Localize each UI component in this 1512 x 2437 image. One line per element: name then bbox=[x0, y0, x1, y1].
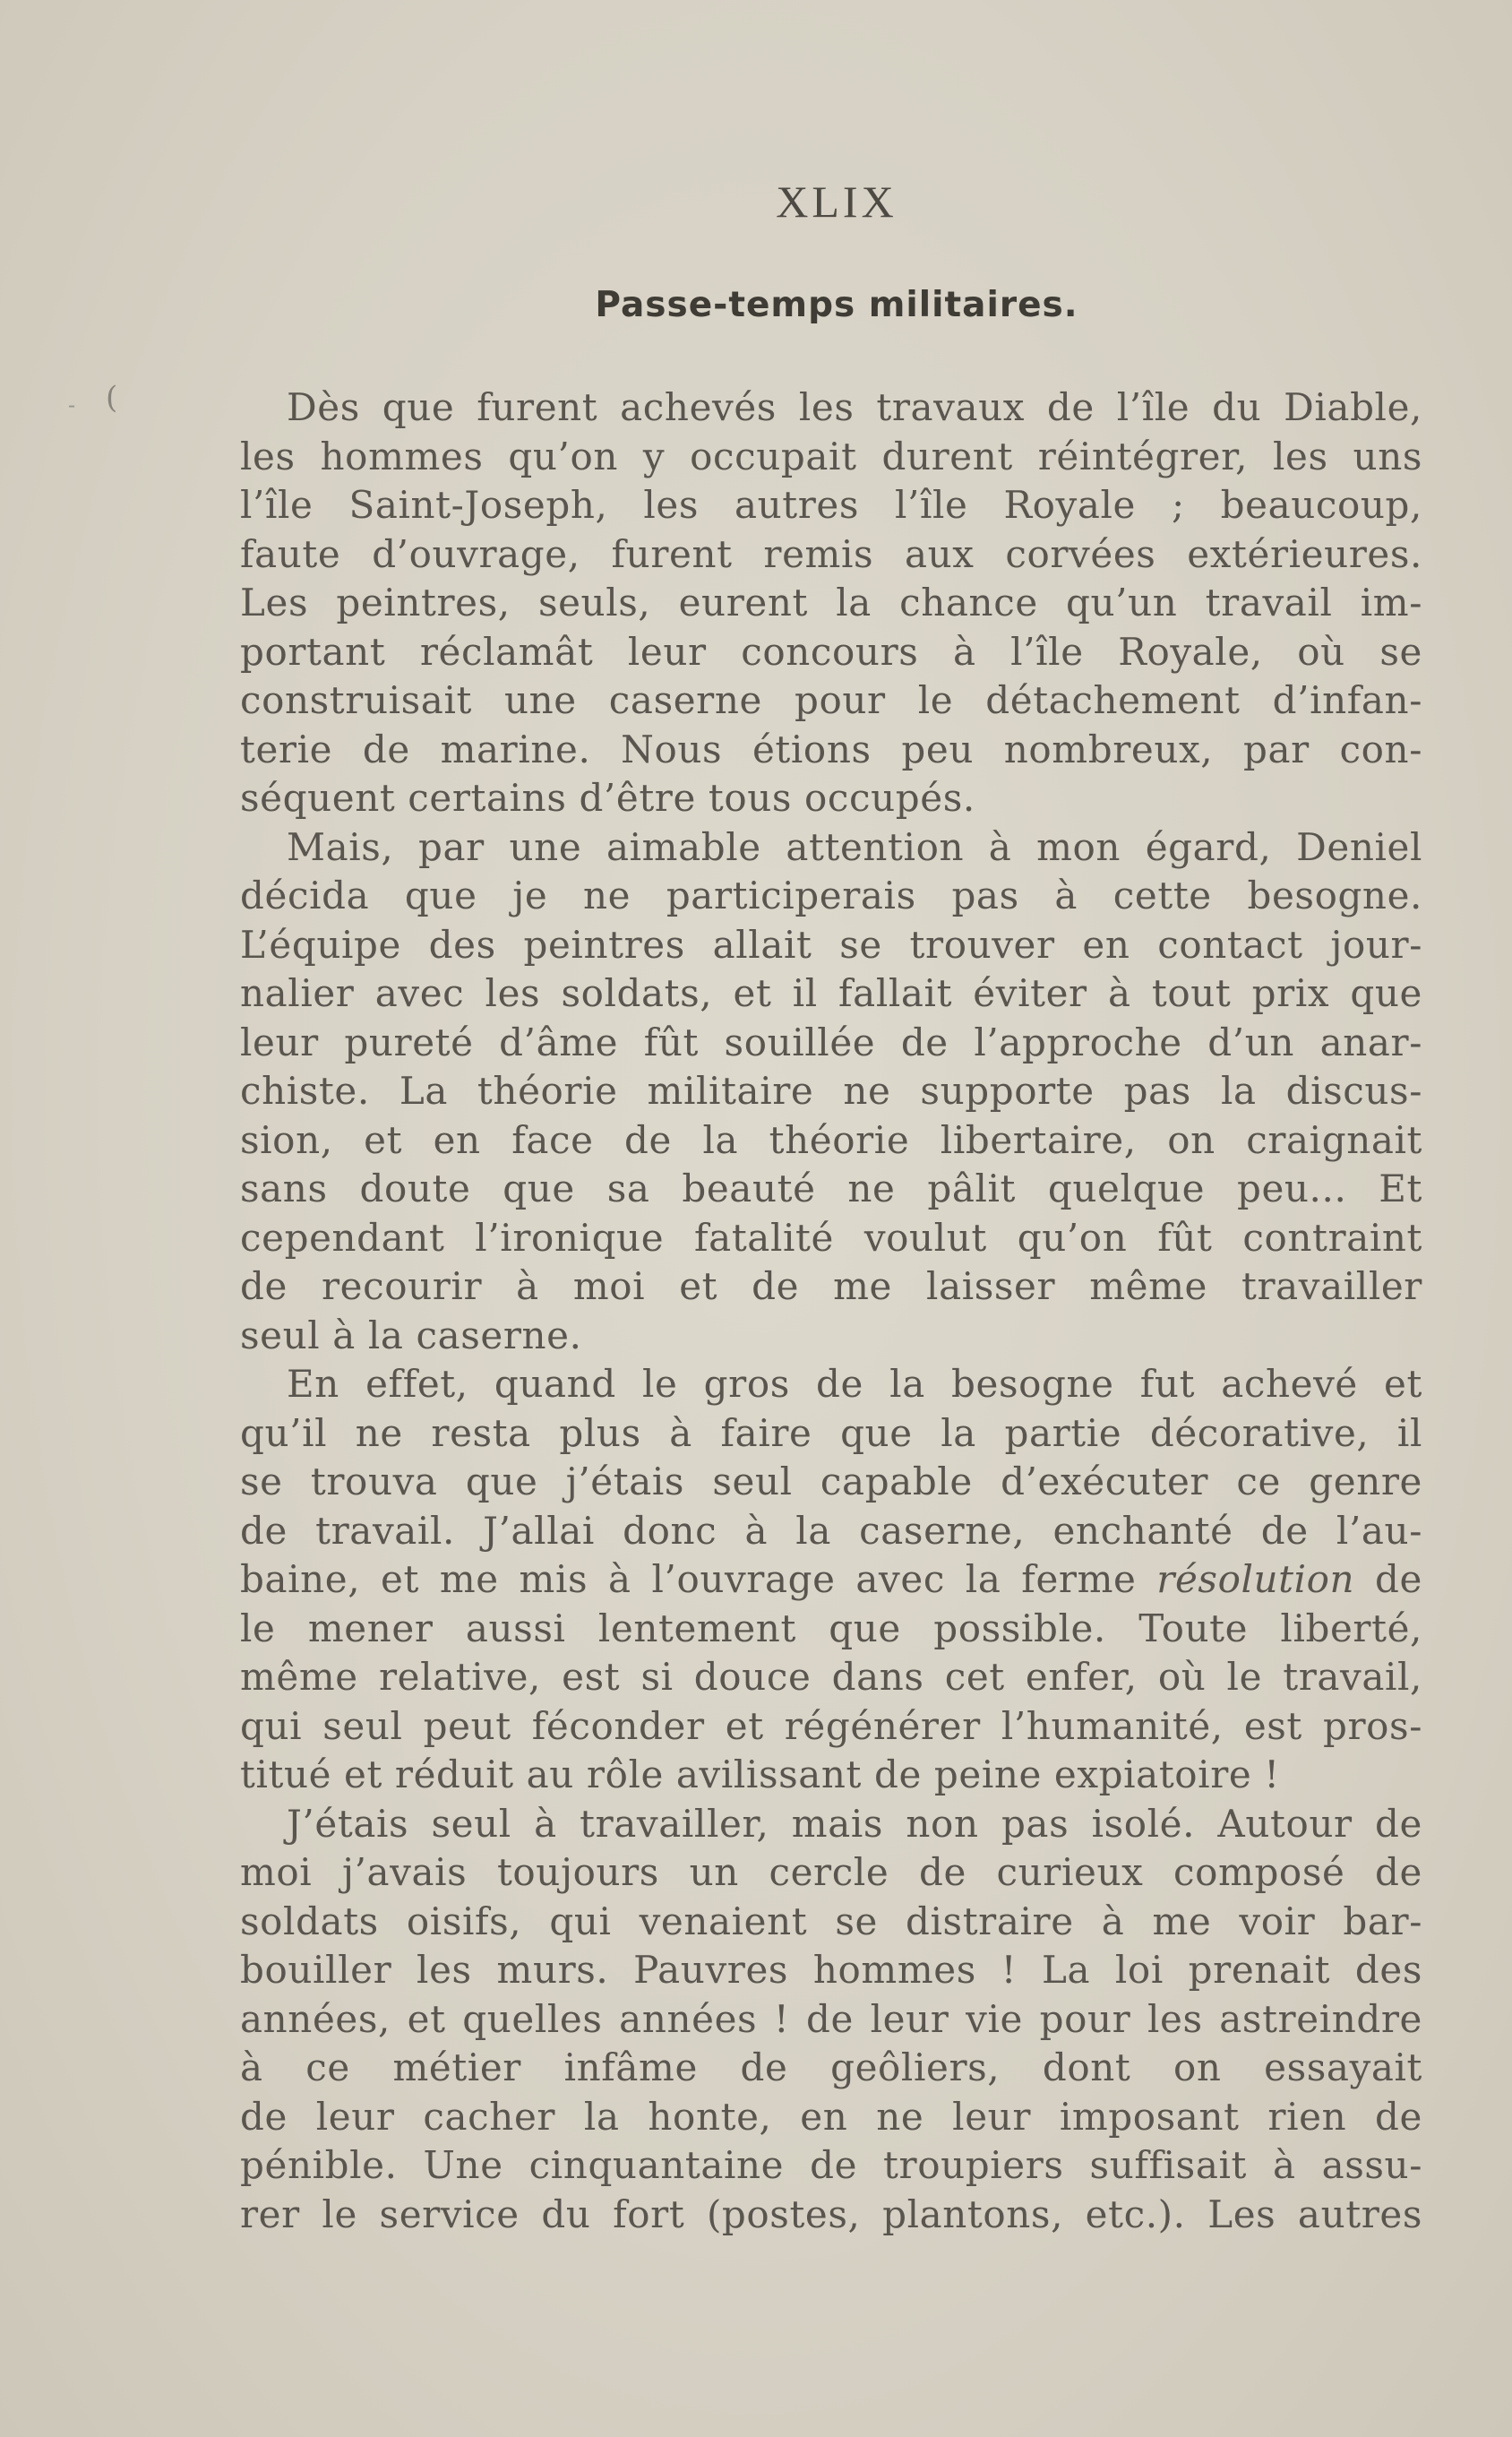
text-line: portant réclamât leur concours à l’île Royale, où se bbox=[240, 629, 1422, 674]
text-line: En effet, quand le gros de la besogne fut achevé et bbox=[287, 1362, 1422, 1406]
margin-dash-mark: - bbox=[68, 392, 76, 418]
text-line: de recourir à moi et de me laisser même travailler bbox=[240, 1264, 1422, 1308]
text-line: L’équipe des peintres allait se trouver en contact jour- bbox=[240, 922, 1422, 967]
text-line: leur pureté d’âme fût souillée de l’approche d’un anar- bbox=[240, 1020, 1422, 1064]
text-line: se trouva que j’étais seul capable d’exécuter ce genre bbox=[240, 1460, 1422, 1503]
chapter-body bbox=[240, 383, 1422, 2239]
text-line: décida que je ne participerais pas à cette besogne. bbox=[240, 874, 1422, 917]
text-line: l’île Saint-Joseph, les autres l’île Royale ; beaucoup, bbox=[240, 483, 1422, 527]
text-line: le mener aussi lentement que possible. Toute liberté, bbox=[240, 1606, 1422, 1650]
text-line: années, et quelles années ! de leur vie pour les astreindre bbox=[240, 1996, 1422, 2041]
text-line: sion, et en face de la théorie libertaire, on craignait bbox=[240, 1117, 1422, 1162]
text-line: titué et réduit au rôle avilissant de peine expiatoire ! bbox=[240, 1752, 1280, 1796]
margin-pencil-mark: ( bbox=[106, 380, 118, 416]
text-line: terie de marine. Nous étions peu nombreux, par con- bbox=[240, 727, 1422, 771]
text-line: baine, et me mis à l’ouvrage avec la ferme résolution de bbox=[240, 1557, 1422, 1601]
text-line: bouiller les murs. Pauvres hommes ! La loi prenait des bbox=[240, 1948, 1422, 1992]
text-line: Les peintres, seuls, eurent la chance qu’un travail im- bbox=[240, 581, 1422, 624]
text-line: séquent certains d’être tous occupés. bbox=[240, 776, 975, 820]
text-line: faute d’ouvrage, furent remis aux corvées extérieures. bbox=[240, 531, 1422, 576]
chapter-number: XLIX bbox=[776, 177, 898, 227]
text-line: les hommes qu’on y occupait durent réintégrer, les uns bbox=[240, 434, 1422, 478]
text-line: seul à la caserne. bbox=[240, 1313, 582, 1357]
text-line: chiste. La théorie militaire ne supporte pas la discus- bbox=[240, 1069, 1422, 1113]
chapter-title: Passe-temps militaires. bbox=[595, 285, 1078, 325]
text-line: pénible. Une cinquantaine de troupiers suffisait à assu- bbox=[240, 2143, 1422, 2187]
text-line: construisait une caserne pour le détachement d’infan- bbox=[240, 678, 1422, 722]
text-line: qui seul peut féconder et régénérer l’humanité, est pros- bbox=[240, 1703, 1422, 1748]
text-line: J’étais seul à travailler, mais non pas isolé. Autour de bbox=[287, 1801, 1422, 1846]
text-line: qu’il ne resta plus à faire que la partie décorative, il bbox=[240, 1410, 1422, 1455]
text-line: cependant l’ironique fatalité voulut qu’on fût contraint bbox=[240, 1215, 1422, 1260]
paragraph-2 bbox=[240, 823, 1422, 1361]
text-line: Mais, par une aimable attention à mon égard, Deniel bbox=[287, 824, 1422, 869]
text-line: rer le service du fort (postes, plantons, etc.). Les autres bbox=[240, 2192, 1422, 2236]
text-line: de leur cacher la honte, en ne leur imposant rien de bbox=[240, 2094, 1422, 2139]
text-line: nalier avec les soldats, et il fallait éviter à tout prix que bbox=[240, 971, 1422, 1015]
text-line: soldats oisifs, qui venaient se distraire à me voir bar- bbox=[240, 1899, 1422, 1943]
text-line: de travail. J’allai donc à la caserne, enchanté de l’au- bbox=[240, 1508, 1422, 1553]
paragraph-3 bbox=[240, 1360, 1422, 1800]
text-line: à ce métier infâme de geôliers, dont on essayait bbox=[240, 2045, 1422, 2089]
text-line: Dès que furent achevés les travaux de l’île du Diable, bbox=[287, 385, 1422, 429]
text-line: sans doute que sa beauté ne pâlit quelque peu... Et bbox=[240, 1167, 1422, 1210]
text-line: même relative, est si douce dans cet enfer, où le travail, bbox=[240, 1655, 1422, 1699]
text-line: moi j’avais toujours un cercle de curieux composé de bbox=[240, 1850, 1422, 1894]
paragraph-1 bbox=[240, 383, 1422, 823]
paragraph-4 bbox=[240, 1800, 1422, 2240]
